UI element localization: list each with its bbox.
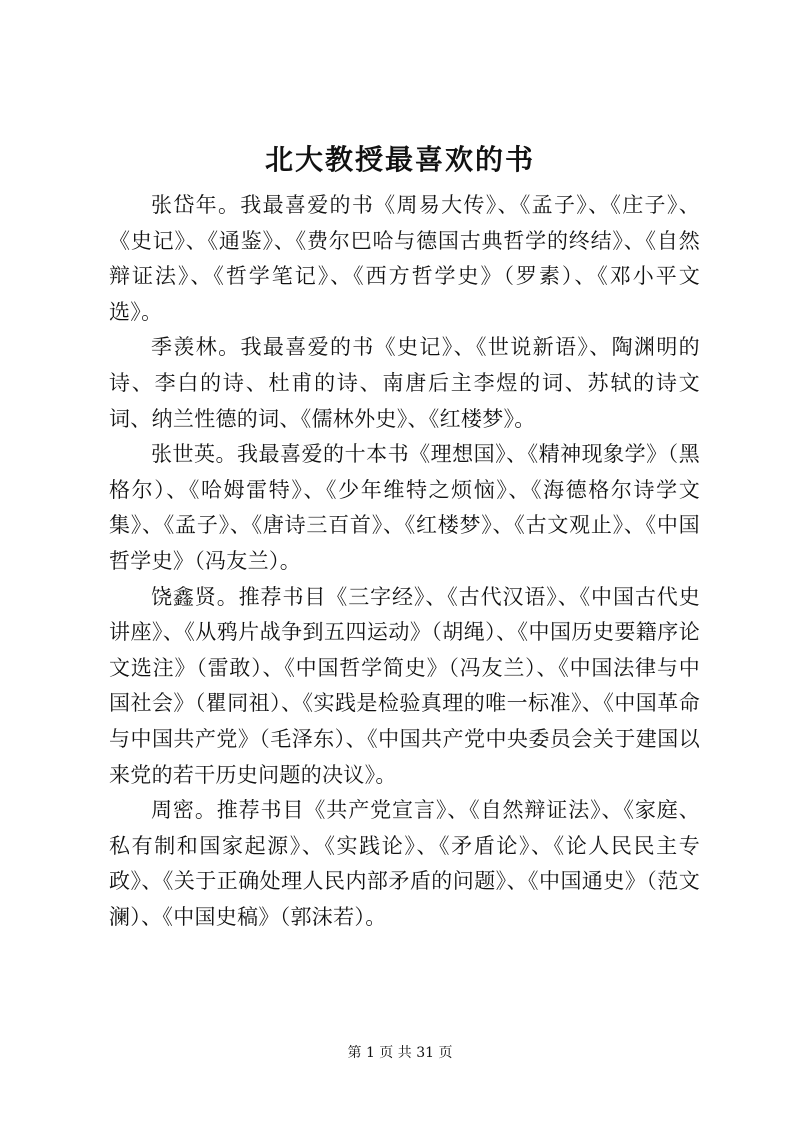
paragraph-rao-xinxian: 饶鑫贤。推荐书目《三字经》、《古代汉语》、《中国古代史讲座》、《从鸦片战争到五四运动》（胡绳）、《中国历史要籍序论文选注》（雷敢）、《中国哲学简史》（冯友兰）、《中国法律与中国社会》（瞿同祖）、《实践是检验真理的唯一标准》、《中国革命与中国共产党》（毛泽东）、《中国共产党中央委员会关于建国以来党的若干历史问题的决议》。 bbox=[109, 584, 700, 787]
paragraph-zhou-mi: 周密。推荐书目《共产党宣言》、《自然辩证法》、《家庭、私有制和国家起源》、《实践论》、《矛盾论》、《论人民民主专政》、《关于正确处理人民内部矛盾的问题》、《中国通史》（范文澜）、《中国史稿》（郭沫若）。 bbox=[109, 798, 700, 929]
document-title: 北大教授最喜欢的书 bbox=[264, 143, 535, 176]
paragraph-ji-xianlin: 季羡林。我最喜爱的书《史记》、《世说新语》、陶渊明的诗、李白的诗、杜甫的诗、南唐后主李煜的词、苏轼的诗文词、纳兰性德的词、《儒林外史》、《红楼梦》。 bbox=[109, 335, 700, 431]
paragraph-zhang-dainian: 张岱年。我最喜爱的书《周易大传》、《孟子》、《庄子》、《史记》、《通鉴》、《费尔巴哈与德国古典哲学的终结》、《自然辩证法》、《哲学笔记》、《西方哲学史》（罗素）、《邓小平文选》。 bbox=[109, 193, 700, 324]
document-body bbox=[109, 188, 700, 935]
paragraph-zhang-shiying: 张世英。我最喜爱的十本书《理想国》、《精神现象学》（黑格尔）、《哈姆雷特》、《少年维特之烦恼》、《海德格尔诗学文集》、《孟子》、《唐诗三百首》、《红楼梦》、《古文观止》、《中国哲学史》（冯友兰）。 bbox=[109, 442, 700, 573]
page-number-footer: 第 1 页 共 31 页 bbox=[347, 1045, 453, 1061]
